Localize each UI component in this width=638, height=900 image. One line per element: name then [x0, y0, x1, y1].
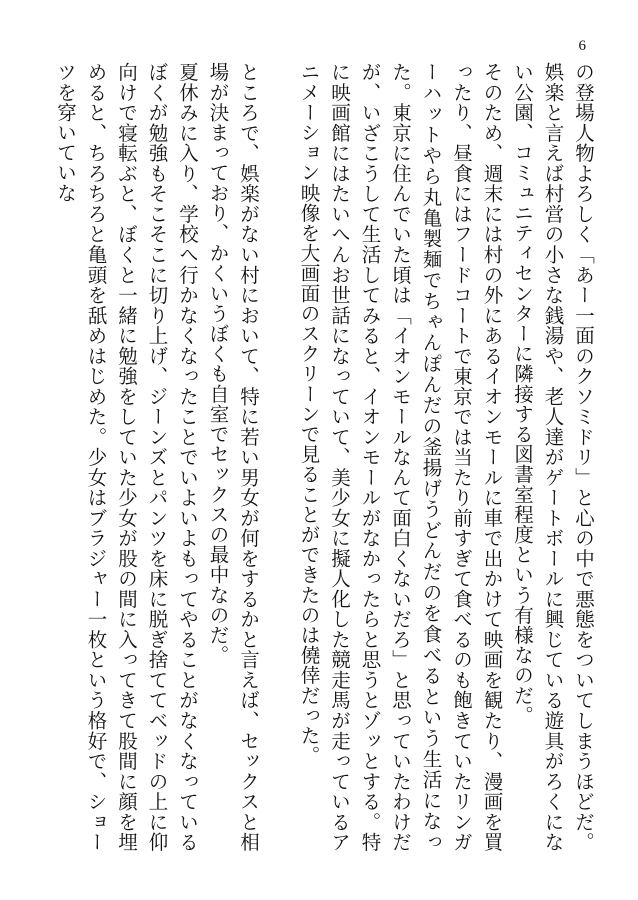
- paragraph-2: そのため、週末には村の外にあるイオンモールに車で出かけて映画を観たり、漫画を買ったり、昼食にはフードコートで東京では当たり前すぎて食べるのも飽きていたリンガーハットやら丸亀製麺でちゃんぽんだの釜揚げうどんだのを食べるという生活になった。東京に住んでいた頃は「イオンモールなんて面白くないだろ」と思っていたわけだが、いざこうして生活してみると、イオンモールがなかったらと思うとゾッとする。特に映画館にはたいへんお世話になっていて、美少女に擬人化した競走馬が走っているアニメーション映像を大画面のスクリーンで見ることができたのは僥倖だった。: [297, 62, 504, 852]
- paragraph-1: の登場人物よろしく「あー一面のクソミドリ」と心の中で悪態をついてしまうほどだ。娯楽と言えば村営の小さな銭湯や、老人達がゲートボールに興じている遊具がろくにない公園、コミュニティセンターに隣接する図書室程度という有様なのだ。: [511, 62, 595, 852]
- paragraph-4: 夏休みに入り、学校へ行かなくなったことでいよいよもってやることがなくなっているぼくが勉強もそこそこに切り上げ、ジーンズとパンツを床に脱ぎ捨ててベッドの上に仰向けで寝転ぶと、ぼくと一緒に勉強をしていた少女が股の間に入ってきて股間に顔を埋めると、ちろちろと亀頭を舐めはじめた。少女はブラジャー一枚という格好で、ショーツを穿いていな: [54, 62, 199, 852]
- paragraph-3: ところで、娯楽がない村において、特に若い男女が何をするかと言えば、セックスと相場が決まっており、かくいうぼくも自室でセックスの最中なのだ。: [206, 62, 260, 852]
- page-number: 6: [578, 38, 586, 54]
- vertical-text-body: [38, 62, 598, 852]
